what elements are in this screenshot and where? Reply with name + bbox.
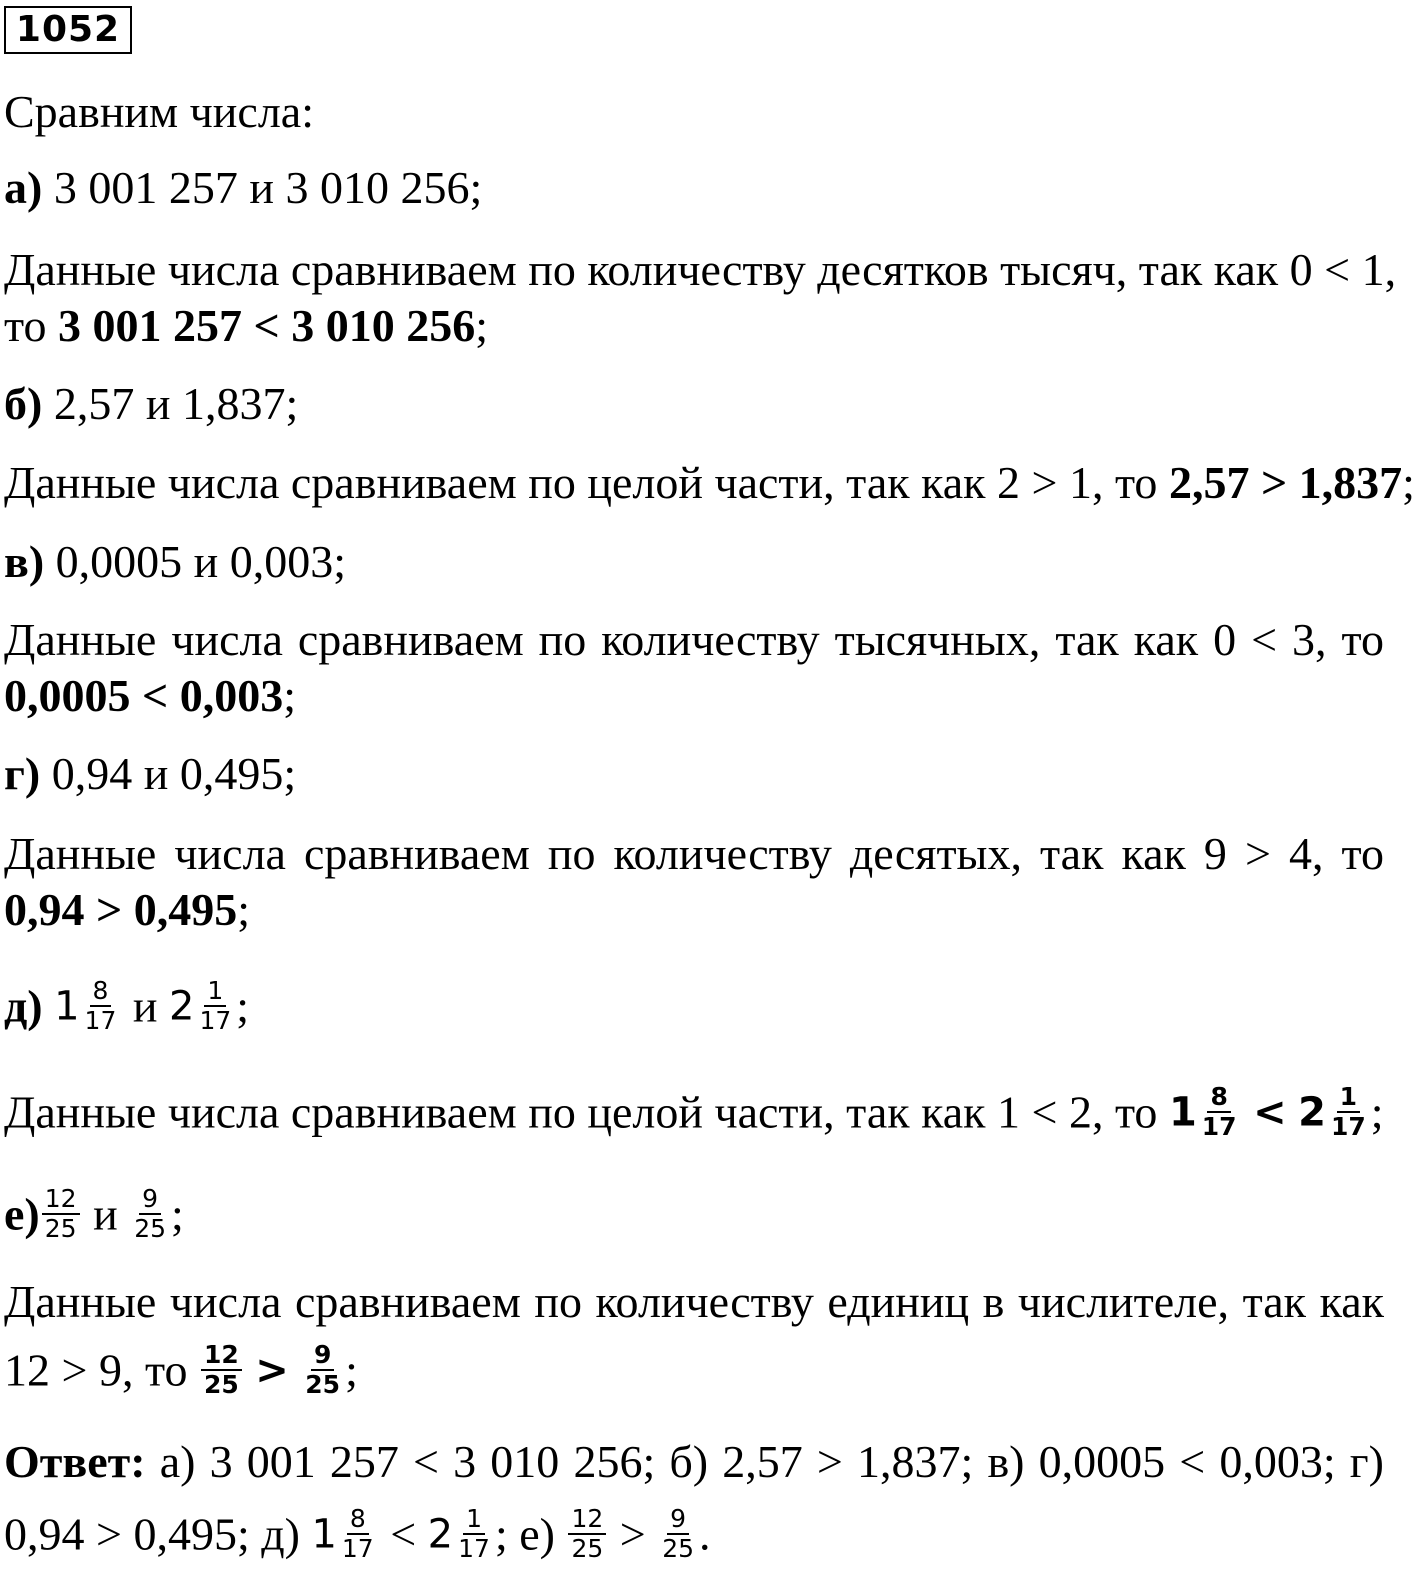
part-d-numbers: 0,94 и 0,495;: [51, 748, 297, 799]
part-e-whole-1: 1: [54, 983, 80, 1030]
part-c-result: 0,0005 < 0,003: [4, 670, 284, 721]
denominator: 17: [341, 1534, 374, 1564]
answer-d-end: ; е): [494, 1508, 555, 1560]
answer-line-2: [4, 1494, 711, 1570]
part-d-result: 0,94 > 0,495: [4, 884, 238, 935]
part-e-whole-2: 2: [168, 983, 195, 1030]
part-b-expl-text: Данные числа сравниваем по целой части, так как 2 > 1, то: [4, 457, 1158, 508]
part-e-res-whole-2: 2: [1298, 1089, 1326, 1136]
part-b-task: [4, 376, 298, 432]
part-d-label: г): [4, 748, 41, 799]
part-e-res-fraction-2: [1328, 1083, 1369, 1141]
part-f-conclusion: [4, 1330, 358, 1406]
part-b-result: 2,57 > 1,837: [1168, 457, 1403, 508]
part-a-prefix: то: [4, 300, 47, 351]
numerator: 1: [1337, 1083, 1360, 1113]
part-c-label: в): [4, 536, 45, 587]
part-f-task: [4, 1174, 184, 1250]
part-b-numbers: 2,57 и 1,837;: [53, 378, 299, 429]
denominator: 17: [199, 1006, 232, 1036]
part-c-task: [4, 534, 346, 590]
part-d-explanation: Данные числа сравниваем по количеству десятых, так как 9 > 4, то: [4, 828, 1384, 879]
part-c-explanation: Данные числа сравниваем по количеству тысячных, так как 0 < 3, то: [4, 614, 1384, 665]
numerator: 9: [311, 1341, 334, 1371]
numerator: 8: [1207, 1083, 1230, 1113]
numerator: 8: [90, 977, 112, 1007]
numerator: 12: [42, 1185, 80, 1215]
answer-text-1: а) 3 001 257 < 3 010 256; б) 2,57 > 1,837; в) 0,0005 < 0,003; г): [159, 1436, 1384, 1487]
part-f-fraction-1: [42, 1185, 80, 1243]
part-a-conclusion: [4, 298, 488, 354]
part-b-explanation: [4, 455, 1415, 511]
part-f-label: е): [4, 1188, 40, 1240]
part-a-result: 3 001 257 < 3 010 256: [58, 300, 476, 351]
part-d-end: ;: [237, 884, 250, 935]
part-d-conclusion: [4, 882, 250, 938]
numerator: 9: [139, 1185, 161, 1215]
part-f-task-end: ;: [171, 1188, 184, 1240]
denominator: 17: [458, 1534, 490, 1564]
part-e-explanation: [4, 1072, 1384, 1148]
numerator: 8: [347, 1505, 369, 1535]
answer-d-whole-1: 1: [311, 1511, 337, 1558]
part-e-task-end: ;: [236, 980, 250, 1032]
denominator: 25: [305, 1370, 341, 1400]
part-a-end: ;: [475, 300, 488, 351]
answer-d-fraction-1: [339, 1505, 377, 1563]
answer-label: Ответ:: [4, 1436, 146, 1487]
answer-prefix-2: 0,94 > 0,495; д): [4, 1508, 300, 1560]
part-a-label: а): [4, 162, 43, 213]
part-e-task: [4, 966, 249, 1042]
part-f-res-fraction-2: [302, 1341, 343, 1399]
numerator: 12: [568, 1505, 606, 1535]
part-c-end: ;: [283, 670, 296, 721]
part-e-label: д): [4, 980, 43, 1032]
numerator: 9: [667, 1505, 689, 1535]
part-e-fraction-2: [196, 977, 234, 1035]
denominator: 25: [203, 1370, 239, 1400]
part-e-fraction-1: [82, 977, 120, 1035]
part-b-label: б): [4, 378, 43, 429]
part-e-expl-text: Данные числа сравниваем по целой части, так как 1 < 2, то: [4, 1086, 1158, 1138]
part-d-task: [4, 746, 296, 802]
part-e-end: ;: [1370, 1086, 1384, 1138]
answer-d-whole-2: 2: [427, 1511, 454, 1558]
denominator: 25: [571, 1534, 604, 1564]
part-f-res-fraction-1: [201, 1341, 242, 1399]
part-a-numbers: 3 001 257 и 3 010 256;: [53, 162, 483, 213]
part-f-explanation: Данные числа сравниваем по количеству единиц в числителе, так как: [4, 1276, 1384, 1327]
answer-e-sign: >: [619, 1508, 646, 1560]
part-a-task: [4, 160, 482, 216]
part-c-conclusion: [4, 668, 296, 724]
part-f-fraction-2: [131, 1185, 169, 1243]
part-c-numbers: 0,0005 и 0,003;: [55, 536, 347, 587]
answer-e-end: .: [699, 1508, 711, 1560]
answer-e-fraction-2: [659, 1505, 697, 1563]
part-f-prefix: 12 > 9, то: [4, 1344, 188, 1396]
answer-line-1: [4, 1434, 1384, 1490]
part-f-res-sign: >: [255, 1347, 289, 1394]
answer-e-fraction-1: [568, 1505, 606, 1563]
part-f-end: ;: [345, 1344, 358, 1396]
part-e-res-sign: <: [1253, 1089, 1287, 1136]
part-e-res-whole-1: 1: [1168, 1089, 1197, 1136]
denominator: 25: [44, 1214, 77, 1244]
denominator: 17: [1201, 1112, 1237, 1142]
denominator: 25: [662, 1534, 695, 1564]
numerator: 12: [201, 1341, 242, 1371]
part-f-and: и: [93, 1188, 118, 1240]
numerator: 1: [463, 1505, 485, 1535]
part-e-res-fraction-1: [1199, 1083, 1240, 1141]
denominator: 17: [1330, 1112, 1366, 1142]
numerator: 1: [204, 977, 226, 1007]
part-e-and: и: [132, 980, 158, 1032]
answer-d-sign: <: [390, 1508, 417, 1560]
answer-d-fraction-2: [455, 1505, 493, 1563]
denominator: 17: [84, 1006, 117, 1036]
part-b-end: ;: [1402, 457, 1415, 508]
exercise-number: 1052: [4, 6, 132, 54]
intro-text: Сравним числа:: [4, 86, 314, 137]
part-a-explanation: Данные числа сравниваем по количеству десятков тысяч, так как 0 < 1,: [4, 244, 1397, 295]
denominator: 25: [134, 1214, 166, 1244]
